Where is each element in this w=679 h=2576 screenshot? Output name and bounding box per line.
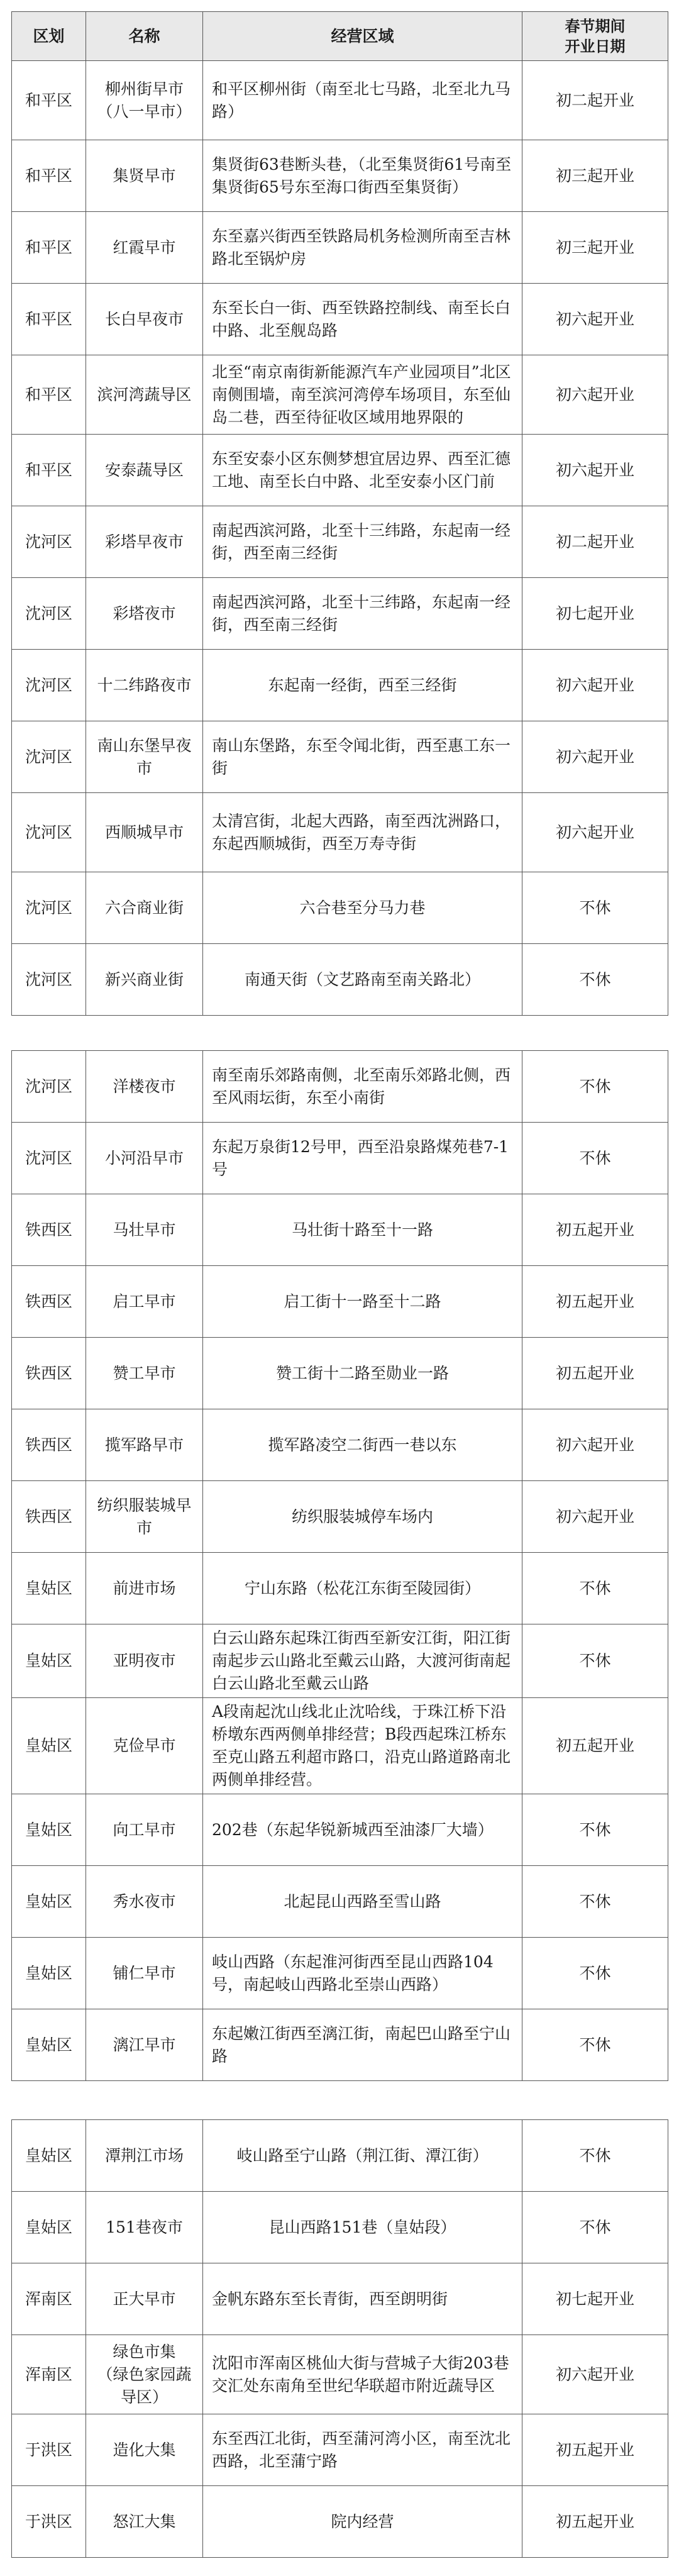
cell-name: 揽军路早市 <box>86 1409 203 1481</box>
cell-date: 初五起开业 <box>522 2486 668 2558</box>
cell-date: 不休 <box>522 1123 668 1194</box>
table-row <box>12 1481 668 1553</box>
table-row <box>12 1266 668 1338</box>
table-row <box>12 650 668 721</box>
table-row <box>12 2414 668 2486</box>
cell-area: 宁山东路（松花江东街至陵园街） <box>203 1553 522 1624</box>
cell-date: 不休 <box>522 1624 668 1698</box>
cell-date: 初六起开业 <box>522 721 668 793</box>
cell-name: 正大早市 <box>86 2263 203 2335</box>
cell-district: 皇姑区 <box>12 1553 86 1624</box>
header-date <box>522 12 668 61</box>
cell-date: 初六起开业 <box>522 1409 668 1481</box>
cell-area: 院内经营 <box>203 2486 522 2558</box>
cell-district: 和平区 <box>12 284 86 355</box>
cell-date: 初二起开业 <box>522 61 668 140</box>
cell-area: 金帆东路东至长青街，西至朗明街 <box>203 2263 522 2335</box>
cell-name: 向工早市 <box>86 1794 203 1866</box>
cell-area: 集贤街63巷断头巷，（北至集贤街61号南至集贤街65号东至海口街西至集贤街） <box>203 140 522 212</box>
cell-name: 南山东堡早夜市 <box>86 721 203 793</box>
cell-date: 不休 <box>522 1866 668 1938</box>
cell-district: 皇姑区 <box>12 2192 86 2263</box>
cell-area: 岐山西路（东起淮河街西至昆山西路104号，南起岐山西路北至崇山西路） <box>203 1938 522 2009</box>
cell-district: 沈河区 <box>12 944 86 1016</box>
cell-area: 太清宫街，北起大西路，南至西沈洲路口，东起西顺城街，西至万寿寺街 <box>203 793 522 872</box>
cell-name: 红霞早市 <box>86 212 203 284</box>
cell-name: 集贤早市 <box>86 140 203 212</box>
cell-district: 皇姑区 <box>12 2009 86 2081</box>
cell-date: 初六起开业 <box>522 355 668 435</box>
table-row <box>12 1938 668 2009</box>
table-row <box>12 1051 668 1123</box>
cell-date: 不休 <box>522 1553 668 1624</box>
cell-name: 纺织服装城早市 <box>86 1481 203 1553</box>
cell-area: 北起昆山西路至雪山路 <box>203 1866 522 1938</box>
cell-district: 沈河区 <box>12 793 86 872</box>
cell-date: 不休 <box>522 1794 668 1866</box>
cell-district: 皇姑区 <box>12 1938 86 2009</box>
cell-area: 北至“南京南街新能源汽车产业园项目”北区南侧围墙，南至滨河湾停车场项目，东至仙岛二巷，西至待征收区域用地界限的 <box>203 355 522 435</box>
cell-date: 初六起开业 <box>522 284 668 355</box>
market-table-2 <box>11 1050 668 2081</box>
cell-name: 安泰蔬导区 <box>86 435 203 506</box>
cell-district: 浑南区 <box>12 2263 86 2335</box>
cell-district: 沈河区 <box>12 506 86 578</box>
table-body-3 <box>12 2120 668 2558</box>
table-row <box>12 1794 668 1866</box>
cell-date: 不休 <box>522 2120 668 2192</box>
table-row <box>12 1338 668 1409</box>
header-name: 名称 <box>86 12 203 61</box>
table-row <box>12 140 668 212</box>
table-row <box>12 1698 668 1794</box>
cell-area: 启工街十一路至十二路 <box>203 1266 522 1338</box>
table-body-1 <box>12 61 668 1016</box>
cell-area: 南山东堡路，东至令闻北街，西至惠工东一街 <box>203 721 522 793</box>
cell-name: 造化大集 <box>86 2414 203 2486</box>
market-table-1 <box>11 11 668 1016</box>
table-row <box>12 944 668 1016</box>
cell-name: 克俭早市 <box>86 1698 203 1794</box>
cell-area: 纺织服装城停车场内 <box>203 1481 522 1553</box>
cell-area: 和平区柳州街（南至北七马路，北至北九马路） <box>203 61 522 140</box>
cell-district: 和平区 <box>12 435 86 506</box>
cell-district: 沈河区 <box>12 1123 86 1194</box>
table-row <box>12 284 668 355</box>
cell-name: 前进市场 <box>86 1553 203 1624</box>
table-row <box>12 1409 668 1481</box>
table-row <box>12 1866 668 1938</box>
cell-area: 东至长白一街、西至铁路控制线、南至长白中路、北至舰岛路 <box>203 284 522 355</box>
table-row <box>12 2009 668 2081</box>
cell-district: 铁西区 <box>12 1194 86 1266</box>
table-row <box>12 355 668 435</box>
cell-district: 于洪区 <box>12 2486 86 2558</box>
cell-name: 怒江大集 <box>86 2486 203 2558</box>
cell-district: 沈河区 <box>12 578 86 650</box>
cell-district: 和平区 <box>12 212 86 284</box>
cell-district: 和平区 <box>12 61 86 140</box>
table-row <box>12 1194 668 1266</box>
cell-area: 南至南乐郊路南侧，北至南乐郊路北侧，西至风雨坛街，东至小南街 <box>203 1051 522 1123</box>
cell-area: 白云山路东起珠江街西至新安江街，阳江街南起步云山路北至戴云山路，大渡河街南起白云山路北至戴云山路 <box>203 1624 522 1698</box>
table-header-row <box>12 12 668 61</box>
cell-name: 滨河湾蔬导区 <box>86 355 203 435</box>
cell-area: 东起嫩江街西至漓江街，南起巴山路至宁山路 <box>203 2009 522 2081</box>
table-row <box>12 2486 668 2558</box>
table-row <box>12 61 668 140</box>
cell-district: 皇姑区 <box>12 1794 86 1866</box>
header-area: 经营区域 <box>203 12 522 61</box>
cell-name: 漓江早市 <box>86 2009 203 2081</box>
header-date-line2: 开业日期 <box>565 36 626 55</box>
table-row <box>12 2192 668 2263</box>
cell-name: 柳州街早市 （八一早市） <box>86 61 203 140</box>
cell-date: 初七起开业 <box>522 2263 668 2335</box>
cell-district: 铁西区 <box>12 1338 86 1409</box>
cell-district: 于洪区 <box>12 2414 86 2486</box>
cell-date: 初六起开业 <box>522 793 668 872</box>
cell-district: 浑南区 <box>12 2335 86 2414</box>
table-row <box>12 1553 668 1624</box>
cell-date: 不休 <box>522 2192 668 2263</box>
cell-district: 皇姑区 <box>12 1698 86 1794</box>
cell-name: 铺仁早市 <box>86 1938 203 2009</box>
cell-name: 秀水夜市 <box>86 1866 203 1938</box>
cell-date: 初六起开业 <box>522 2335 668 2414</box>
header-date-line1: 春节期间 <box>565 16 626 35</box>
cell-name: 亚明夜市 <box>86 1624 203 1698</box>
table-row <box>12 578 668 650</box>
cell-district: 沈河区 <box>12 650 86 721</box>
cell-area: 赞工街十二路至勋业一路 <box>203 1338 522 1409</box>
cell-date: 不休 <box>522 1938 668 2009</box>
cell-date: 不休 <box>522 1051 668 1123</box>
table-row <box>12 2263 668 2335</box>
cell-date: 初二起开业 <box>522 506 668 578</box>
cell-date: 不休 <box>522 944 668 1016</box>
cell-area: 六合巷至分马力巷 <box>203 872 522 944</box>
table-row <box>12 506 668 578</box>
cell-area: 东至安泰小区东侧梦想宜居边界、西至汇德工地、南至长白中路、北至安泰小区门前 <box>203 435 522 506</box>
cell-date: 不休 <box>522 872 668 944</box>
cell-name: 彩塔早夜市 <box>86 506 203 578</box>
cell-date: 不休 <box>522 2009 668 2081</box>
cell-area: 东至嘉兴街西至铁路局机务检测所南至吉林路北至锅炉房 <box>203 212 522 284</box>
cell-district: 皇姑区 <box>12 1624 86 1698</box>
cell-date: 初五起开业 <box>522 1698 668 1794</box>
cell-name: 长白早夜市 <box>86 284 203 355</box>
table-row <box>12 721 668 793</box>
cell-date: 初七起开业 <box>522 578 668 650</box>
table-row <box>12 2335 668 2414</box>
cell-name: 151巷夜市 <box>86 2192 203 2263</box>
cell-district: 皇姑区 <box>12 1866 86 1938</box>
cell-district: 皇姑区 <box>12 2120 86 2192</box>
table-body-2 <box>12 1051 668 2081</box>
cell-date: 初三起开业 <box>522 140 668 212</box>
cell-district: 沈河区 <box>12 1051 86 1123</box>
cell-date: 初六起开业 <box>522 1481 668 1553</box>
cell-district: 和平区 <box>12 355 86 435</box>
market-table-3 <box>11 2119 668 2558</box>
cell-name: 西顺城早市 <box>86 793 203 872</box>
cell-date: 初三起开业 <box>522 212 668 284</box>
cell-area: 岐山路至宁山路（荆江街、潭江街） <box>203 2120 522 2192</box>
cell-area: A段南起沈山线北止沈哈线，于珠江桥下沿桥墩东西两侧单排经营；B段西起珠江桥东至克山路五利超市路口，沿克山路道路南北两侧单排经营。 <box>203 1698 522 1794</box>
cell-name: 彩塔夜市 <box>86 578 203 650</box>
cell-name: 十二纬路夜市 <box>86 650 203 721</box>
cell-area: 202巷（东起华锐新城西至油漆厂大墙） <box>203 1794 522 1866</box>
table-row <box>12 793 668 872</box>
cell-district: 铁西区 <box>12 1266 86 1338</box>
cell-district: 沈河区 <box>12 721 86 793</box>
header-district: 区划 <box>12 12 86 61</box>
cell-area: 昆山西路151巷（皇姑段） <box>203 2192 522 2263</box>
cell-name: 绿色市集 （绿色家园蔬导区） <box>86 2335 203 2414</box>
cell-name: 潭荆江市场 <box>86 2120 203 2192</box>
table-page-1 <box>11 11 668 1016</box>
cell-district: 沈河区 <box>12 872 86 944</box>
table-row <box>12 1123 668 1194</box>
table-row <box>12 1624 668 1698</box>
table-row <box>12 212 668 284</box>
cell-name: 新兴商业街 <box>86 944 203 1016</box>
cell-name: 启工早市 <box>86 1266 203 1338</box>
cell-date: 初五起开业 <box>522 1338 668 1409</box>
cell-date: 初五起开业 <box>522 1266 668 1338</box>
cell-area: 沈阳市浑南区桃仙大街与营城子大街203巷交汇处东南角至世纪华联超市附近蔬导区 <box>203 2335 522 2414</box>
cell-name: 马壮早市 <box>86 1194 203 1266</box>
cell-area: 南起西滨河路，北至十三纬路，东起南一经街，西至南三经街 <box>203 578 522 650</box>
cell-name: 小河沿早市 <box>86 1123 203 1194</box>
cell-area: 东至西江北街，西至蒲河湾小区，南至沈北西路，北至蒲宁路 <box>203 2414 522 2486</box>
cell-name: 洋楼夜市 <box>86 1051 203 1123</box>
cell-name: 赞工早市 <box>86 1338 203 1409</box>
cell-area: 南起西滨河路，北至十三纬路，东起南一经街，西至南三经街 <box>203 506 522 578</box>
cell-district: 铁西区 <box>12 1481 86 1553</box>
cell-area: 马壮街十路至十一路 <box>203 1194 522 1266</box>
table-page-3 <box>11 2119 668 2558</box>
table-row <box>12 435 668 506</box>
cell-district: 和平区 <box>12 140 86 212</box>
cell-date: 初六起开业 <box>522 650 668 721</box>
cell-area: 东起南一经街，西至三经街 <box>203 650 522 721</box>
table-row <box>12 872 668 944</box>
cell-date: 初五起开业 <box>522 1194 668 1266</box>
table-page-2 <box>11 1050 668 2081</box>
cell-date: 初六起开业 <box>522 435 668 506</box>
cell-area: 揽军路凌空二街西一巷以东 <box>203 1409 522 1481</box>
cell-area: 南通天街（文艺路南至南关路北） <box>203 944 522 1016</box>
cell-name: 六合商业街 <box>86 872 203 944</box>
cell-district: 铁西区 <box>12 1409 86 1481</box>
table-row <box>12 2120 668 2192</box>
cell-area: 东起万泉街12号甲，西至沿泉路煤苑巷7-1号 <box>203 1123 522 1194</box>
cell-date: 初五起开业 <box>522 2414 668 2486</box>
